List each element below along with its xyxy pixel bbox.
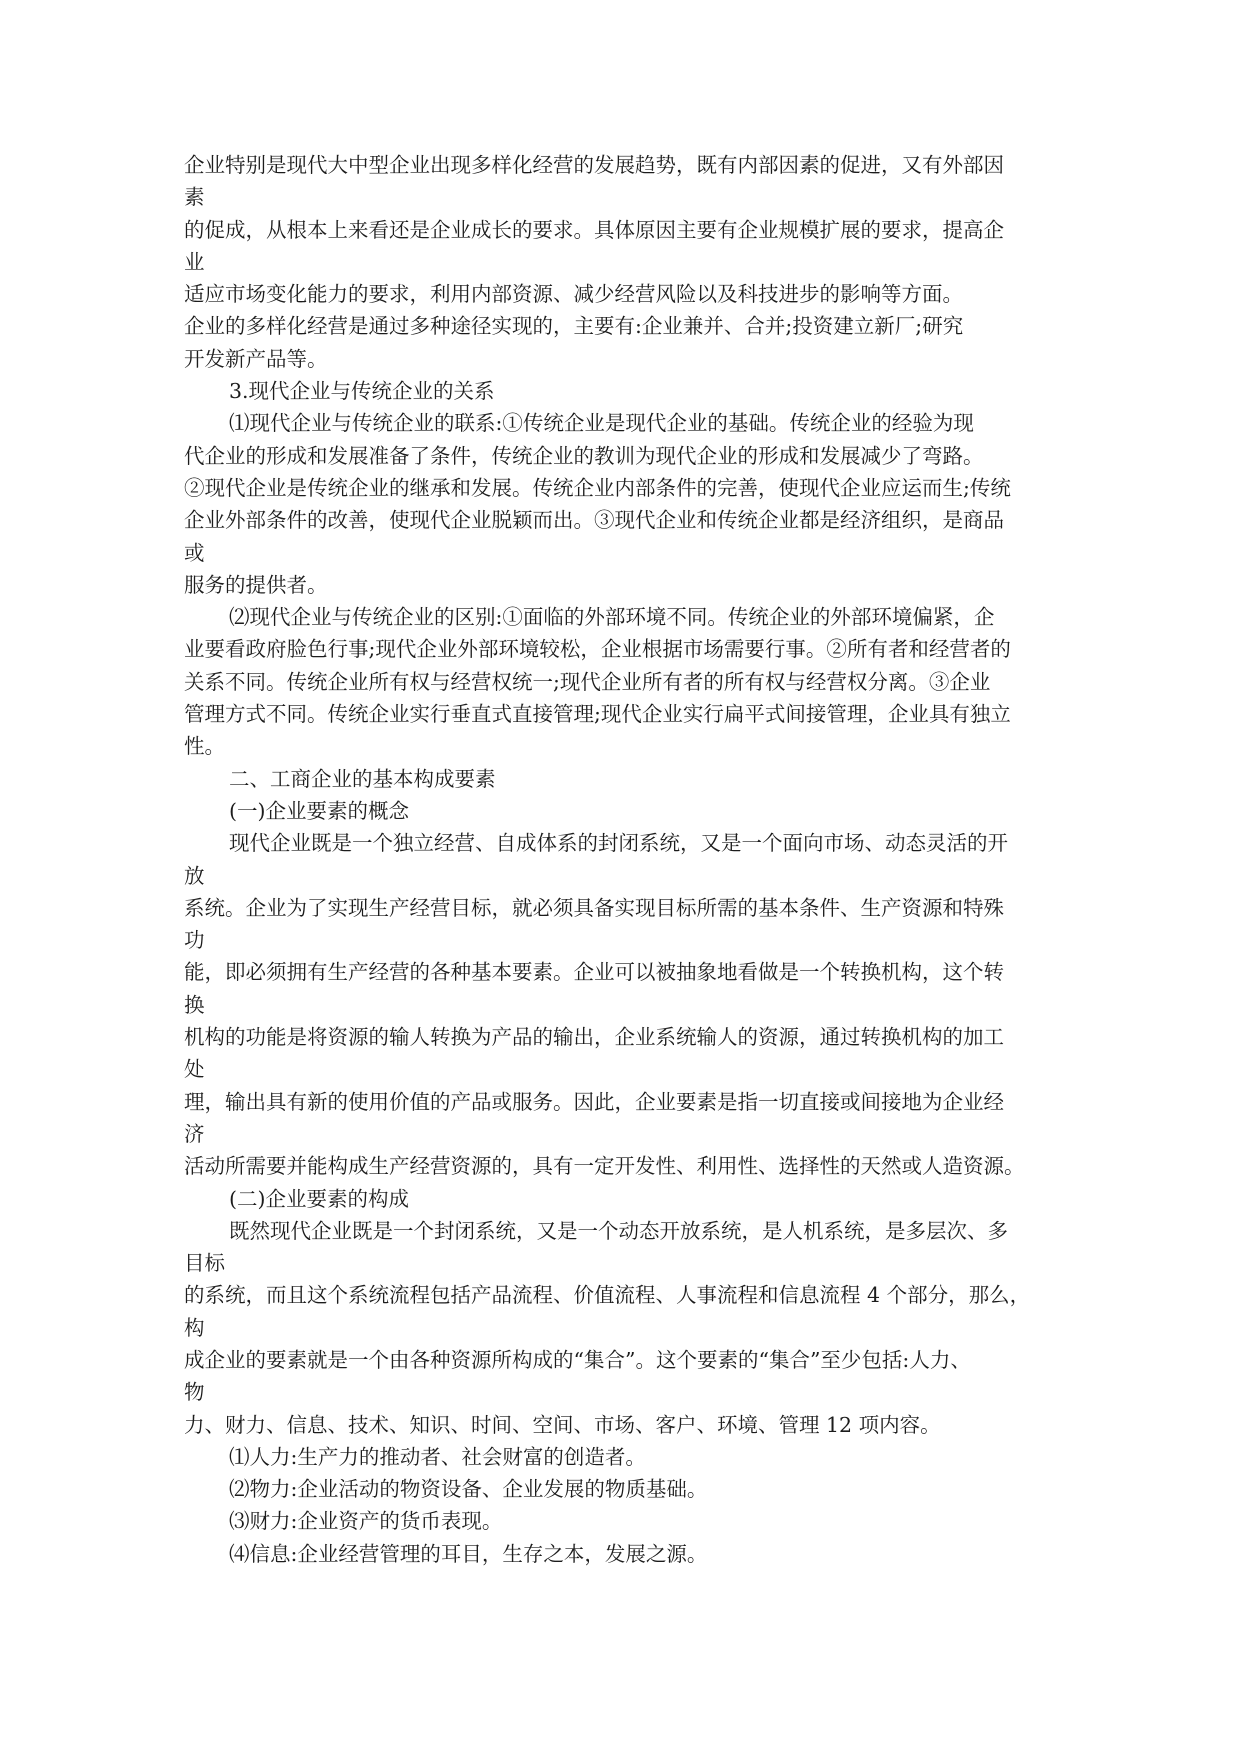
text-line: 济 <box>184 1121 205 1146</box>
text-line: 适应市场变化能力的要求，利用内部资源、减少经营风险以及科技进步的影响等方面。 <box>184 282 963 307</box>
text-line: ⑶财力:企业资产的货币表现。 <box>229 1509 503 1534</box>
text-line: (一)企业要素的概念 <box>229 798 409 823</box>
text-line: 现代企业既是一个独立经营、自成体系的封闭系统，又是一个面向市场、动态灵活的开 <box>229 831 1008 856</box>
text-line: 开发新产品等。 <box>184 346 328 371</box>
text-line: 的系统，而且这个系统流程包括产品流程、价值流程、人事流程和信息流程 4 个部分，那么， <box>184 1283 1031 1308</box>
text-line: 业要看政府脸色行事;现代企业外部环境较松，企业根据市场需要行事。②所有者和经营者的 <box>184 637 1011 662</box>
text-line: 目标 <box>184 1251 225 1276</box>
text-line: 企业的多样化经营是通过多种途径实现的，主要有:企业兼并、合并;投资建立新厂;研究 <box>184 314 964 339</box>
text-line: 管理方式不同。传统企业实行垂直式直接管理;现代企业实行扁平式间接管理，企业具有独立 <box>184 702 1011 727</box>
text-line: 关系不同。传统企业所有权与经营权统一;现代企业所有者的所有权与经营权分离。③企业 <box>184 669 991 694</box>
text-line: 换 <box>184 992 205 1017</box>
text-line: ⑷信息:企业经营管理的耳目，生存之本，发展之源。 <box>229 1541 708 1566</box>
text-line: 代企业的形成和发展准备了条件，传统企业的教训为现代企业的形成和发展减少了弯路。 <box>184 443 984 468</box>
text-line: 物 <box>184 1380 205 1405</box>
text-line: ⑵现代企业与传统企业的区别:①面临的外部环境不同。传统企业的外部环境偏紧，企 <box>229 605 995 630</box>
text-line: 性。 <box>184 734 225 759</box>
text-line: 服务的提供者。 <box>184 572 328 597</box>
text-line: ②现代企业是传统企业的继承和发展。传统企业内部条件的完善，使现代企业应运而生;传统 <box>184 475 1011 500</box>
text-line: 二、工商企业的基本构成要素 <box>229 766 496 791</box>
text-line: ⑵物力:企业活动的物资设备、企业发展的物质基础。 <box>229 1477 708 1502</box>
text-line: 放 <box>184 863 205 888</box>
text-line: 能，即必须拥有生产经营的各种基本要素。企业可以被抽象地看做是一个转换机构，这个转 <box>184 960 1004 985</box>
text-line: 企业特别是现代大中型企业出现多样化经营的发展趋势，既有内部因素的促进，又有外部因 <box>184 153 1004 177</box>
text-line: ⑴现代企业与传统企业的联系:①传统企业是现代企业的基础。传统企业的经验为现 <box>229 411 974 436</box>
text-line: (二)企业要素的构成 <box>229 1186 409 1211</box>
text-line: 业 <box>184 249 205 274</box>
text-line: ⑴人力:生产力的推动者、社会财富的创造者。 <box>229 1444 646 1469</box>
text-line: 素 <box>184 185 205 210</box>
text-line: 企业外部条件的改善，使现代企业脱颖而出。③现代企业和传统企业都是经济组织，是商品 <box>184 508 1004 533</box>
text-line: 力、财力、信息、技术、知识、时间、空间、市场、客户、环境、管理 12 项内容。 <box>184 1412 941 1437</box>
text-line: 3.现代企业与传统企业的关系 <box>229 379 495 404</box>
text-line: 系统。企业为了实现生产经营目标，就必须具备实现目标所需的基本条件、生产资源和特殊 <box>184 895 1004 920</box>
text-line: 机构的功能是将资源的输人转换为产品的输出，企业系统输人的资源，通过转换机构的加工 <box>184 1025 1004 1050</box>
text-line: 功 <box>184 928 205 953</box>
text-line: 构 <box>184 1315 205 1340</box>
text-line: 既然现代企业既是一个封闭系统，又是一个动态开放系统，是人机系统，是多层次、多 <box>229 1218 1008 1243</box>
text-line: 活动所需要并能构成生产经营资源的，具有一定开发性、利用性、选择性的天然或人造资源。 <box>184 1154 1025 1179</box>
text-line: 的促成，从根本上来看还是企业成长的要求。具体原因主要有企业规模扩展的要求，提高企 <box>184 217 1004 242</box>
text-line: 或 <box>184 540 205 565</box>
document-body <box>184 149 1064 1570</box>
text-line: 成企业的要素就是一个由各种资源所构成的“集合”。这个要素的“集合”至少包括:人力、 <box>184 1347 971 1372</box>
text-line: 处 <box>184 1057 205 1082</box>
text-line: 理，输出具有新的使用价值的产品或服务。因此，企业要素是指一切直接或间接地为企业经 <box>184 1089 1004 1114</box>
